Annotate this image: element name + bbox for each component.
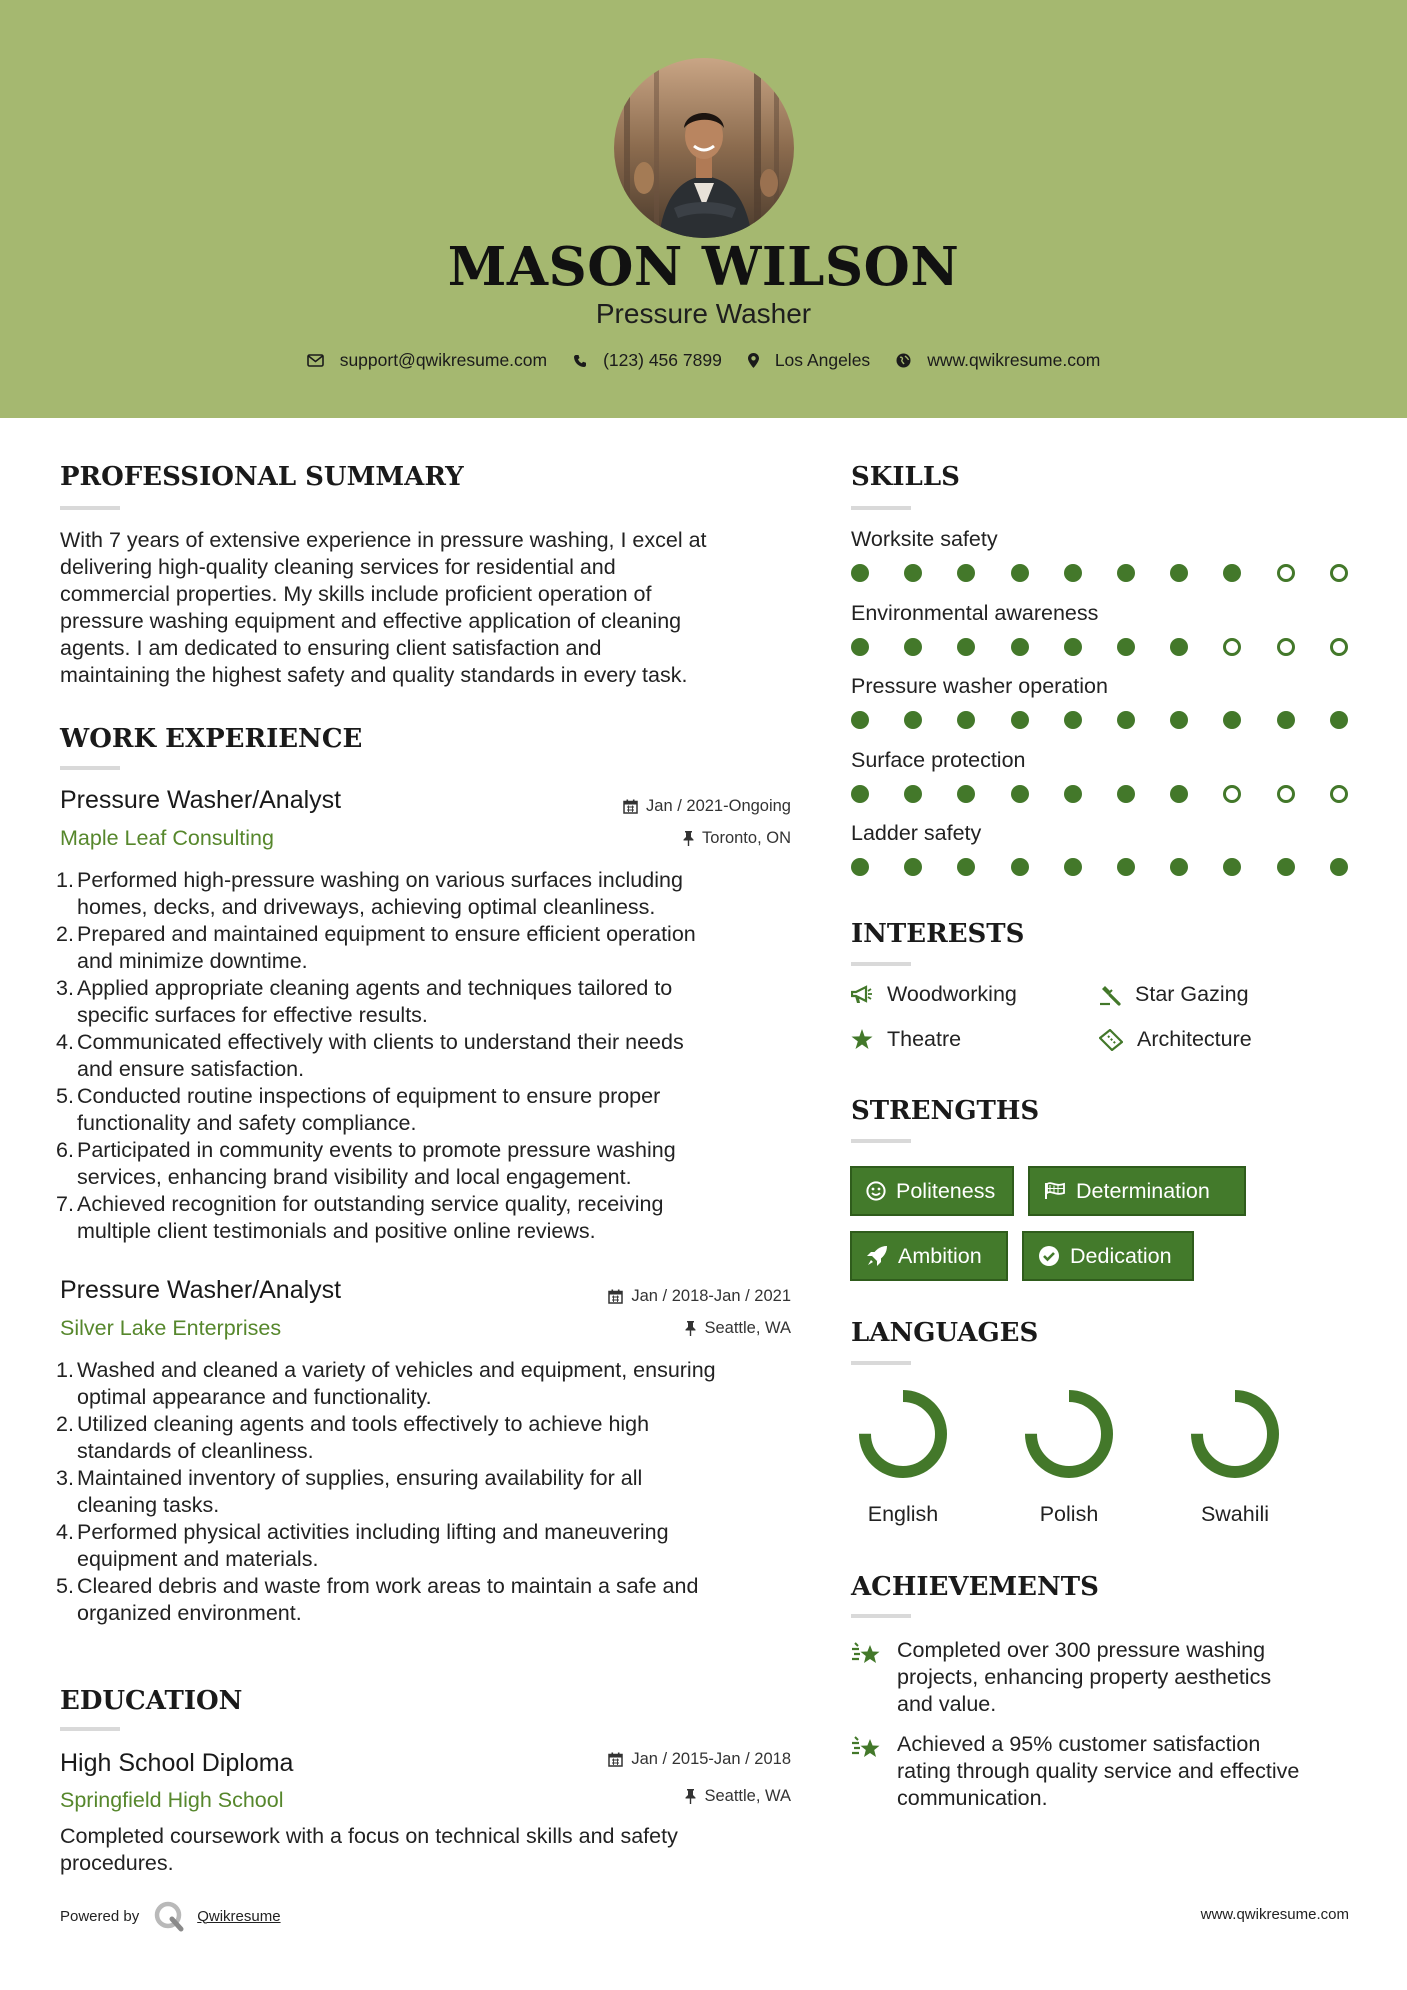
duty-number: 4. [56,1520,74,1544]
duty-number: 3. [56,1466,74,1490]
duty-item [56,1573,800,1627]
skill-level-dot [851,564,869,582]
strength-label: Determination [1076,1178,1210,1203]
duty-line: Applied appropriate cleaning agents and techniques tailored to [77,976,673,1000]
skill-level-dot [1330,785,1348,803]
contact-website[interactable] [896,350,1100,371]
job-dates [608,1287,791,1306]
duty-line: equipment and materials. [77,1547,319,1571]
duty-line: Achieved recognition for outstanding service quality, receiving [77,1192,664,1216]
achievements-rule [851,1614,911,1618]
duty-item [56,1029,800,1083]
job-dates-text: Jan / 2021-Ongoing [646,797,791,815]
skill-level-dot [1011,564,1029,582]
duty-line: multiple client testimonials and positive online reviews. [77,1219,596,1243]
duty-line: Maintained inventory of supplies, ensuring availability for all [77,1466,643,1490]
duty-line: and minimize downtime. [77,949,308,973]
duty-number: 6. [56,1138,74,1162]
skill-level-dot [1117,711,1135,729]
duty-line: and ensure satisfaction. [77,1057,305,1081]
duty-item [56,975,800,1029]
skill-level-dot [1064,711,1082,729]
duty-number: 3. [56,976,74,1000]
duty-number: 2. [56,1412,74,1436]
language-ring [1023,1388,1115,1485]
skill-level-dot [957,564,975,582]
languages-rule [851,1361,911,1365]
achievement-line: rating through quality service and effective [897,1759,1300,1783]
duty-number: 5. [56,1574,74,1598]
duty-item [56,1083,800,1137]
duty-line: Performed high-pressure washing on various surfaces including [77,868,683,892]
job-location [685,1319,791,1338]
duty-line: organized environment. [77,1601,302,1625]
education-title: EDUCATION [60,1686,243,1716]
header [0,0,1407,418]
achievements-title: ACHIEVEMENTS [851,1572,1099,1602]
strength-label: Politeness [896,1178,996,1203]
contact-email[interactable] [307,350,547,371]
calendar-icon [608,1289,623,1304]
powered-by-text: Powered by [60,1907,140,1925]
job-duties [56,1357,800,1627]
duty-item [56,1465,800,1519]
education-dates-text: Jan / 2015-Jan / 2018 [631,1750,791,1768]
duty-line: Utilized cleaning agents and tools effectively to achieve high [77,1412,650,1436]
gavel-icon [1099,984,1121,1006]
achievement-item [851,1637,1271,1718]
skill-level-dot [1170,564,1188,582]
strength-tag [850,1231,1008,1281]
location-text: Los Angeles [774,350,871,370]
smile-icon [866,1181,886,1201]
education-text [60,1823,800,1877]
strength-tag [1022,1231,1194,1281]
duty-line: Conducted routine inspections of equipment to ensure proper [77,1084,661,1108]
summary-rule [60,506,120,510]
website-text: www.qwikresume.com [927,350,1101,370]
duty-line: optimal appearance and functionality. [77,1385,432,1409]
language-ring [1189,1388,1281,1485]
duty-line: homes, decks, and driveways, achieving optimal cleanliness. [77,895,656,919]
summary-line: With 7 years of extensive experience in pressure washing, I excel at [60,528,707,552]
job-location-text: Seattle, WA [704,1319,791,1337]
education-line: Completed coursework with a focus on technical skills and safety [60,1824,678,1848]
job-company: Silver Lake Enterprises [60,1316,282,1340]
skill-level-dot [1170,858,1188,876]
star-trophy-icon [851,1641,885,1671]
skill-level-dot [1117,858,1135,876]
interests-title: INTERESTS [851,919,1025,949]
skill-name: Worksite safety [851,527,998,551]
skill-level-dot [1170,711,1188,729]
duty-line: functionality and safety compliance. [77,1111,417,1135]
achievement-text [897,1637,1271,1718]
duty-line: specific surfaces for effective results. [77,1003,428,1027]
strength-tag [1028,1166,1246,1216]
summary-line: pressure washing equipment and effective application of cleaning [60,609,682,633]
skill-name: Pressure washer operation [851,674,1108,698]
skill-level-dot [1064,785,1082,803]
contact-bar [0,350,1407,371]
rocket-icon [866,1245,888,1267]
language-name: Swahili [1200,1502,1270,1526]
achievement-line: Achieved a 95% customer satisfaction [897,1732,1261,1756]
strength-tag [850,1166,1014,1216]
footer-site[interactable]: www.qwikresume.com [1200,1906,1349,1923]
skills-title: SKILLS [851,462,960,492]
phone-icon [573,354,587,368]
language-name: English [867,1502,939,1526]
summary-line: agents. I am dedicated to ensuring client satisfaction and [60,636,602,660]
envelope-icon [307,354,324,367]
flag-icon [1044,1182,1066,1200]
star-trophy-icon [851,1735,885,1765]
skill-level-dot [1117,564,1135,582]
candidate-role: Pressure Washer [595,298,812,329]
skill-level-dot [1170,785,1188,803]
pushpin-icon [685,1789,696,1804]
skill-level-dot [1011,638,1029,656]
interests-rule [851,962,911,966]
skill-level-dot [1011,785,1029,803]
strength-label: Ambition [898,1243,982,1268]
education-location-text: Seattle, WA [704,1787,791,1805]
skill-level-dot [851,711,869,729]
footer-powered-by [60,1900,281,1932]
interest-label: Architecture [1137,1027,1252,1051]
brand-link[interactable]: Qwikresume [197,1907,281,1925]
skill-level-dot [1277,785,1295,803]
duty-number: 5. [56,1084,74,1108]
skills-rule [851,506,911,510]
duty-line: Washed and cleaned a variety of vehicles and equipment, ensuring [77,1358,716,1382]
duty-line: Cleared debris and waste from work areas to maintain a safe and [77,1574,699,1598]
duty-line: Prepared and maintained equipment to ensure efficient operation [77,922,696,946]
phone-text: (123) 456 7899 [603,350,722,370]
ticket-icon [1099,1029,1123,1051]
skill-level-dot [851,638,869,656]
check-circle-icon [1038,1245,1060,1267]
duty-number: 2. [56,922,74,946]
duty-item [56,867,800,921]
skill-level-dot [851,785,869,803]
skill-level-dot [904,638,922,656]
skill-level-dot [1330,858,1348,876]
interest-label: Star Gazing [1135,982,1249,1006]
skill-level-dot [904,785,922,803]
summary-text [60,527,800,689]
skill-level-dot [1277,711,1295,729]
language-name: Polish [1039,1502,1099,1526]
skill-level-dot [1330,564,1348,582]
education-location [685,1787,791,1806]
duty-item [56,1137,800,1191]
duty-item [56,1411,800,1465]
skill-level-dot [1223,638,1241,656]
skill-level-dot [904,858,922,876]
languages-title: LANGUAGES [851,1318,1039,1348]
qwikresume-logo-icon [153,1900,185,1932]
skill-level-dot [1011,711,1029,729]
experience-rule [60,766,120,770]
degree-title: High School Diploma [60,1749,294,1777]
education-rule [60,1727,120,1731]
language-ring [857,1388,949,1485]
summary-line: maintaining the highest safety and quality standards in every task. [60,663,688,687]
duty-number: 7. [56,1192,74,1216]
job-company: Maple Leaf Consulting [60,826,274,850]
skill-level-dot [1117,638,1135,656]
achievement-text [897,1731,1299,1812]
skill-level-dot [1223,785,1241,803]
profile-photo [614,58,794,238]
skill-level-dot [904,711,922,729]
achievement-line: communication. [897,1786,1048,1810]
skill-level-dot [957,785,975,803]
duty-item [56,1357,800,1411]
skill-level-dot [904,564,922,582]
experience-title: WORK EXPERIENCE [60,724,363,754]
skill-name: Environmental awareness [851,600,1099,625]
skill-level-dot [1330,638,1348,656]
duty-line: Performed physical activities including lifting and maneuvering [77,1520,669,1544]
duty-line: Participated in community events to promote pressure washing [77,1138,676,1162]
skill-level-dot [851,858,869,876]
interest-item [851,1027,961,1052]
duty-line: standards of cleanliness. [77,1439,314,1463]
skill-level-dot [1277,858,1295,876]
email-text: support@qwikresume.com [339,350,548,370]
school-name: Springfield High School [60,1788,284,1812]
skill-level-dot [957,711,975,729]
calendar-icon [608,1752,623,1767]
education-line: procedures. [60,1851,174,1875]
strengths-rule [851,1139,911,1143]
duty-number: 1. [56,1358,74,1382]
job-dates [623,797,791,816]
job-title: Pressure Washer/Analyst [60,1276,342,1304]
skill-level-dot [1277,638,1295,656]
skill-level-dot [1223,858,1241,876]
duty-item [56,921,800,975]
bullhorn-icon [851,985,873,1005]
skill-level-dot [1277,564,1295,582]
skill-name: Ladder safety [851,821,982,845]
achievement-line: projects, enhancing property aesthetics [897,1665,1272,1689]
contact-phone[interactable] [573,350,722,371]
interest-label: Theatre [887,1027,962,1051]
skill-level-dot [1170,638,1188,656]
skill-level-dot [1223,564,1241,582]
duty-number: 1. [56,868,74,892]
summary-line: commercial properties. My skills include proficient operation of [60,582,652,606]
skill-level-dot [1064,858,1082,876]
achievement-line: Completed over 300 pressure washing [897,1638,1266,1662]
strength-label: Dedication [1070,1243,1172,1268]
skill-name: Surface protection [851,747,1026,772]
education-dates [608,1750,791,1769]
achievement-line: and value. [897,1692,997,1716]
map-marker-icon [748,353,759,368]
job-location [683,829,791,848]
interest-label: Woodworking [887,982,1017,1006]
job-duties [56,867,800,1245]
globe-icon [896,353,911,368]
job-dates-text: Jan / 2018-Jan / 2021 [631,1287,791,1305]
interest-item [851,982,1017,1007]
strengths-title: STRENGTHS [851,1096,1040,1126]
pushpin-icon [685,1321,696,1336]
achievement-item [851,1731,1299,1812]
duty-item [56,1519,800,1573]
candidate-name: MASON WILSON [447,236,960,298]
summary-line: delivering high-quality cleaning services for residential and [60,555,616,579]
skill-level-dot [1223,711,1241,729]
interest-item [1099,1027,1252,1052]
summary-title: PROFESSIONAL SUMMARY [60,462,464,492]
duty-line: services, enhancing brand visibility and local engagement. [77,1165,632,1189]
duty-line: Communicated effectively with clients to understand their needs [77,1030,684,1054]
skill-level-dot [1330,711,1348,729]
job-title: Pressure Washer/Analyst [60,786,342,814]
skill-level-dot [957,638,975,656]
interest-item [1099,982,1249,1007]
pushpin-icon [683,831,694,846]
duty-number: 4. [56,1030,74,1054]
star-icon [851,1029,873,1050]
contact-location [748,350,870,371]
duty-item [56,1191,800,1245]
calendar-icon [623,799,638,814]
skill-level-dot [1011,858,1029,876]
skill-level-dot [957,858,975,876]
skill-level-dot [1117,785,1135,803]
job-location-text: Toronto, ON [702,829,791,847]
skill-level-dot [1064,564,1082,582]
duty-line: cleaning tasks. [77,1493,220,1517]
skill-level-dot [1064,638,1082,656]
